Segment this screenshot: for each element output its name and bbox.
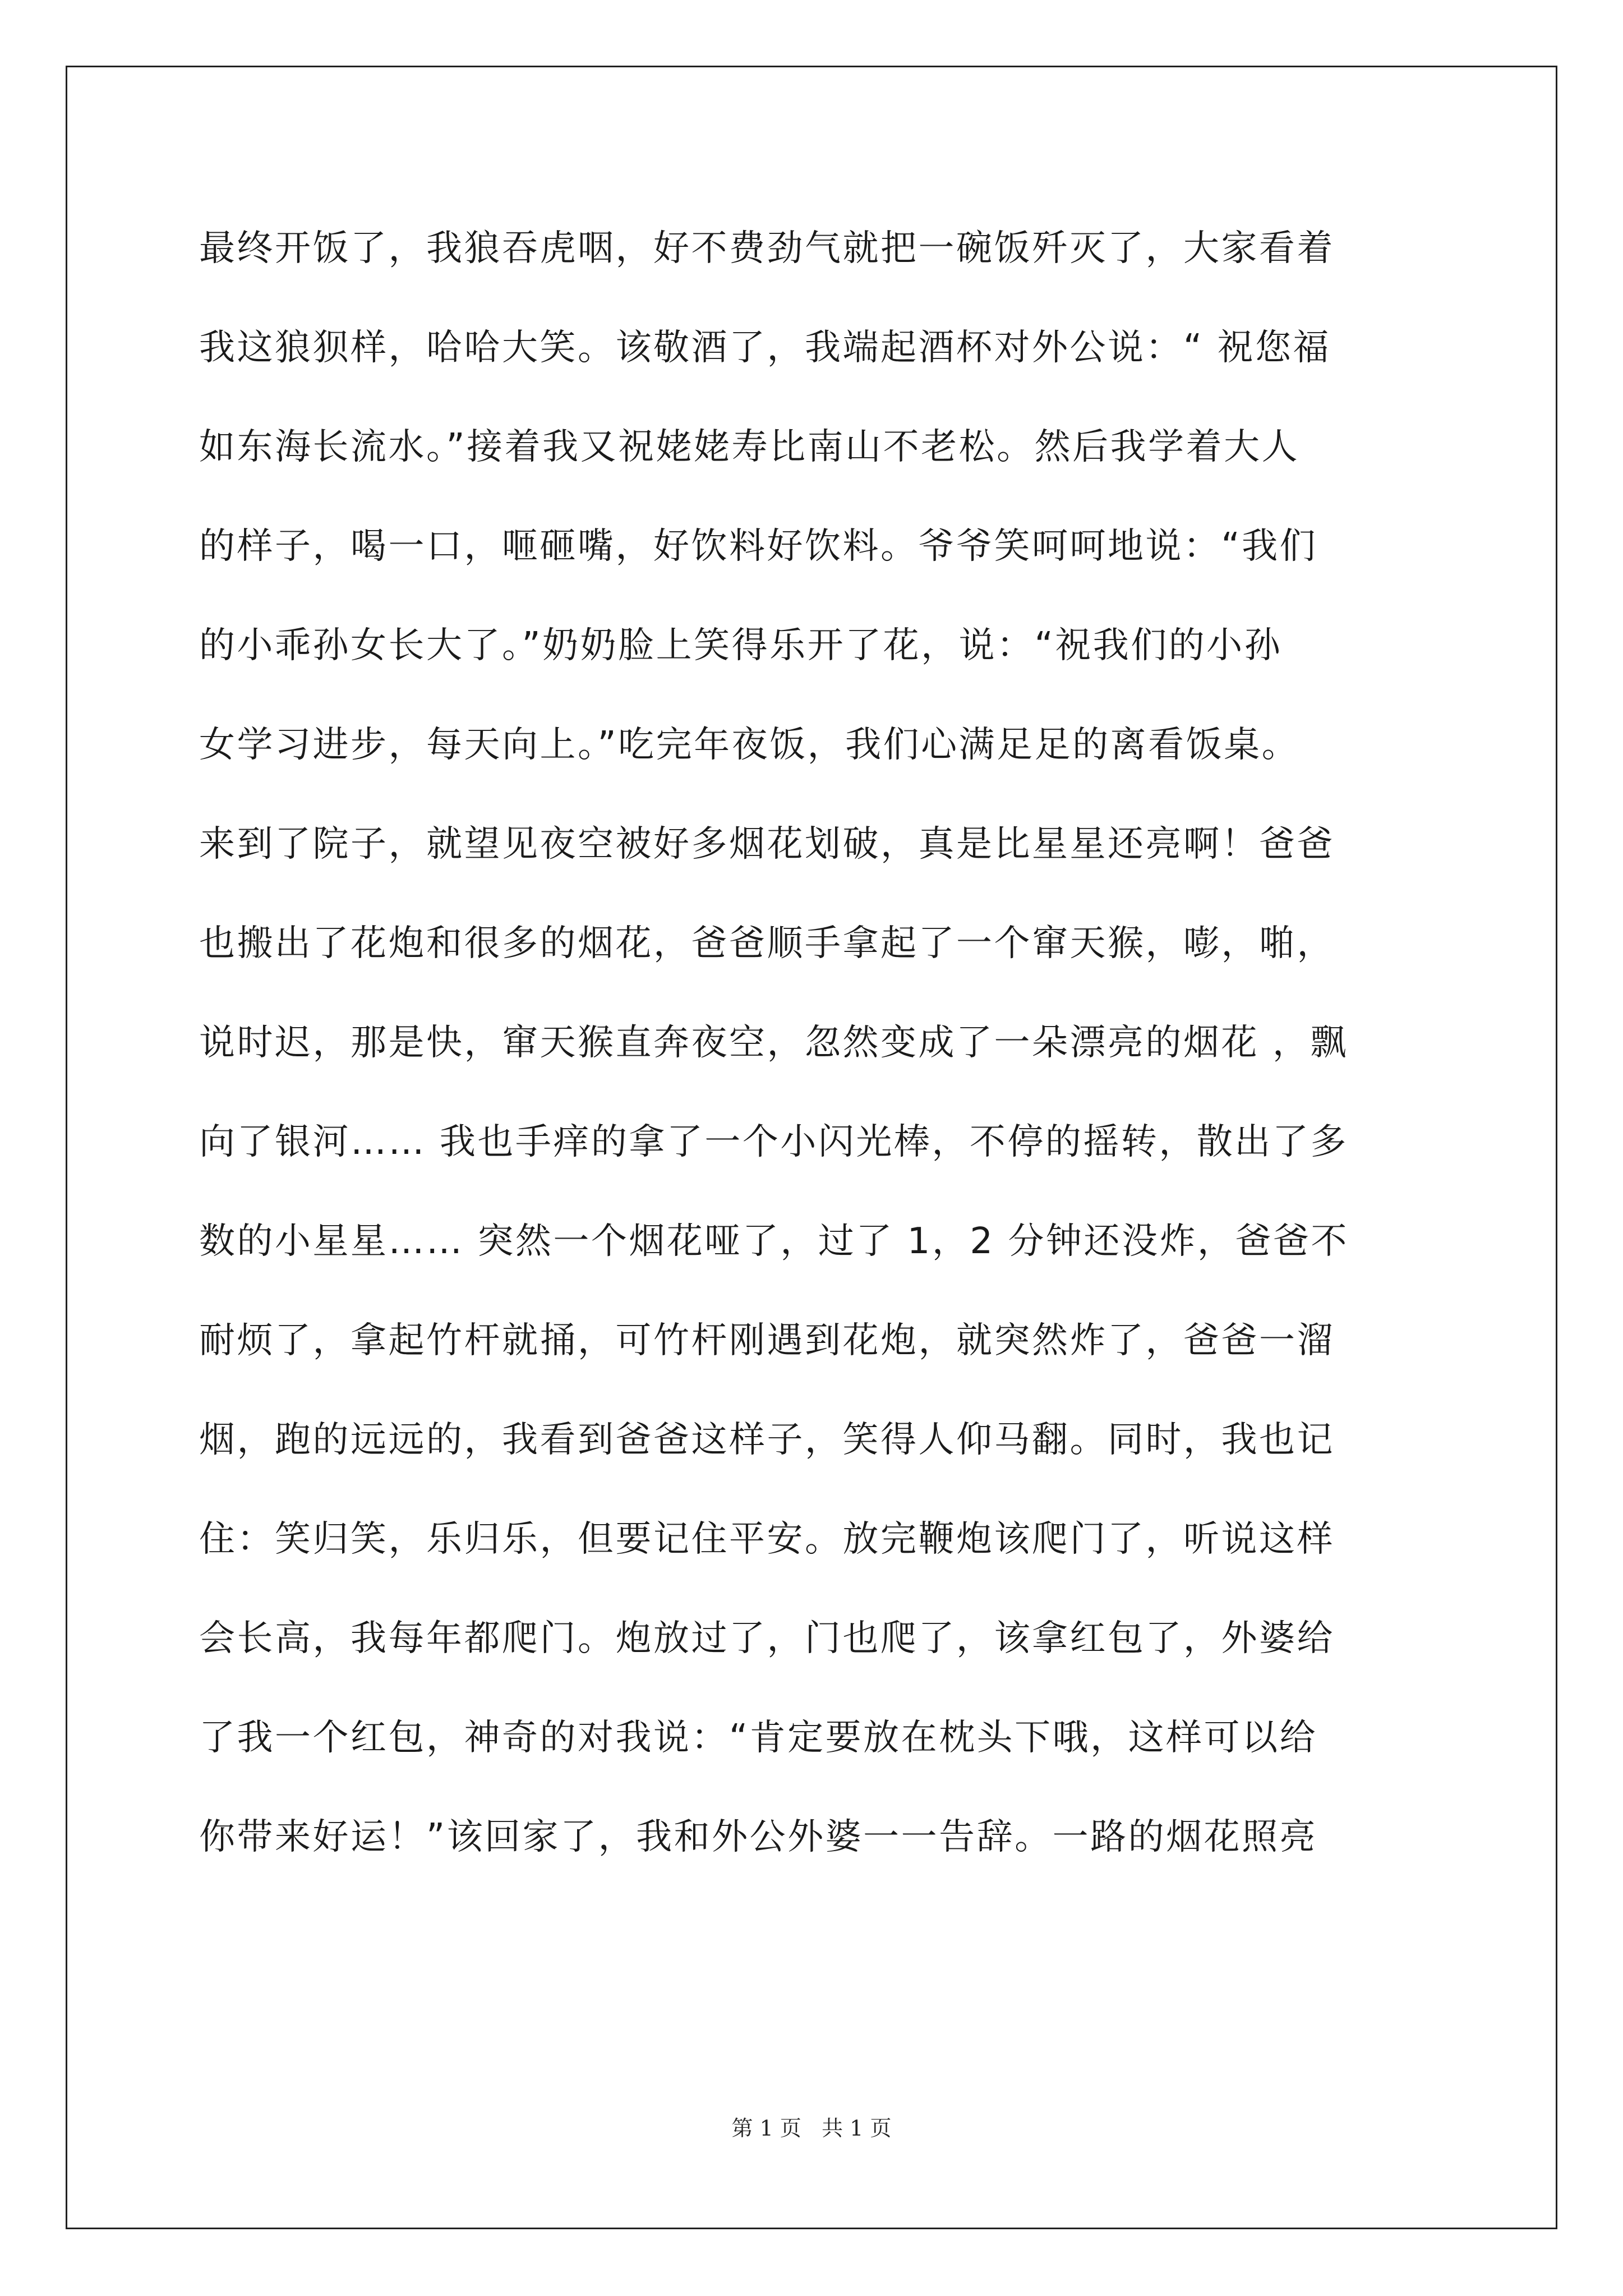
text-line: 你带来好运！”该回家了，我和外公外婆一一告辞。一路的烟花照亮 (199, 1816, 1318, 1858)
text-line: 来到了院子，就望见夜空被好多烟花划破，真是比星星还亮啊！爸爸 (199, 823, 1335, 865)
text-line: 的样子，喝一口，咂砸嘴，好饮料好饮料。爷爷笑呵呵地说：“我们 (199, 526, 1318, 567)
text-line: 说时迟，那是快，窜天猴直奔夜空，忽然变成了一朵漂亮的烟花 ，飘 (199, 1022, 1348, 1064)
text-line: 我这狼狈样，哈哈大笑。该敬酒了，我端起酒杯对外公说：“ 祝您福 (199, 327, 1331, 369)
text-line: 耐烦了，拿起竹杆就捅，可竹杆刚遇到花炮，就突然炸了，爸爸一溜 (199, 1320, 1335, 1361)
text-line: 烟，跑的远远的，我看到爸爸这样子，笑得人仰马翻。同时，我也记 (199, 1419, 1335, 1461)
text-line: 会长高，我每年都爬门。炮放过了，门也爬了，该拿红包了，外婆给 (199, 1618, 1335, 1659)
text-line: 住：笑归笑，乐归乐，但要记住平安。放完鞭炮该爬门了，听说这样 (199, 1519, 1335, 1560)
page-number-footer: 第 1 页 共 1 页 (731, 2116, 892, 2141)
text-line: 也搬出了花炮和很多的烟花，爸爸顺手拿起了一个窜天猴，嘭，啪， (199, 923, 1335, 964)
document-body (199, 199, 1433, 1887)
text-line: 最终开饭了，我狼吞虎咽，好不费劲气就把一碗饭歼灭了，大家看着 (199, 228, 1335, 269)
text-line: 向了银河…… 我也手痒的拿了一个小闪光棒，不停的摇转，散出了多 (199, 1121, 1348, 1163)
text-line: 了我一个红包，神奇的对我说：“肯定要放在枕头下哦，这样可以给 (199, 1717, 1318, 1759)
text-line: 如东海长流水。”接着我又祝姥姥寿比南山不老松。然后我学着大人 (199, 426, 1300, 468)
text-line: 女学习进步，每天向上。”吃完年夜饭，我们心满足足的离看饭桌。 (199, 724, 1300, 766)
text-line: 的小乖孙女长大了。”奶奶脸上笑得乐开了花，说：“祝我们的小孙 (199, 625, 1283, 666)
text-line: 数的小星星…… 突然一个烟花哑了，过了 1，2 分钟还没炸，爸爸不 (199, 1221, 1349, 1262)
